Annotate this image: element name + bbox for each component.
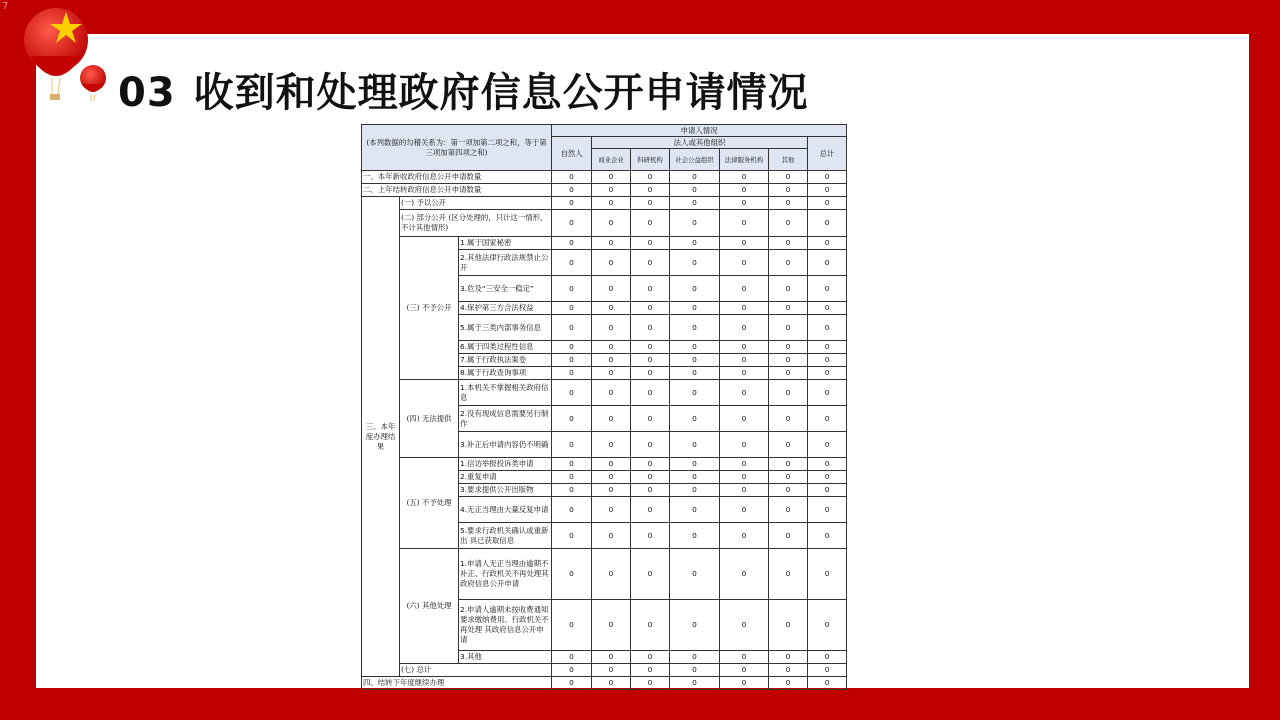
value-cell: 0	[720, 497, 769, 523]
value-cell: 0	[631, 471, 670, 484]
value-cell: 0	[720, 237, 769, 250]
item-label: 2.其他法律行政法规禁止公开	[459, 250, 552, 276]
value-cell: 0	[670, 677, 720, 690]
value-cell: 0	[720, 406, 769, 432]
value-cell: 0	[631, 315, 670, 341]
value-cell: 0	[631, 549, 670, 600]
value-cell: 0	[670, 549, 720, 600]
value-cell: 0	[552, 197, 592, 210]
value-cell: 0	[552, 664, 592, 677]
item-label: 1.信访举报投诉类申请	[459, 458, 552, 471]
value-cell: 0	[769, 341, 808, 354]
value-cell: 0	[769, 600, 808, 651]
item-label: 5.要求行政机关确认或重新出 具已获取信息	[459, 523, 552, 549]
value-cell: 0	[769, 549, 808, 600]
value-cell: 0	[808, 367, 847, 380]
table-row	[362, 197, 847, 210]
value-cell: 0	[631, 677, 670, 690]
value-cell: 0	[769, 523, 808, 549]
value-cell: 0	[631, 354, 670, 367]
value-cell: 0	[552, 484, 592, 497]
item-label: 4.保护第三方合法权益	[459, 302, 552, 315]
item-label: 5.属于三类内部事务信息	[459, 315, 552, 341]
value-cell: 0	[670, 197, 720, 210]
value-cell: 0	[670, 484, 720, 497]
value-cell: 0	[631, 458, 670, 471]
value-cell: 0	[670, 341, 720, 354]
value-cell: 0	[769, 184, 808, 197]
item-label: 7.属于行政执法案卷	[459, 354, 552, 367]
value-cell: 0	[808, 484, 847, 497]
value-cell: 0	[670, 237, 720, 250]
table-row	[362, 125, 847, 137]
value-cell: 0	[631, 600, 670, 651]
value-cell: 0	[720, 380, 769, 406]
value-cell: 0	[720, 302, 769, 315]
value-cell: 0	[808, 677, 847, 690]
table-row	[362, 237, 847, 250]
value-cell: 0	[769, 406, 808, 432]
value-cell: 0	[720, 600, 769, 651]
sub-col-header: 社会公益组织	[670, 149, 720, 171]
value-cell: 0	[769, 664, 808, 677]
section-three-label: 三、本年度办理结果	[362, 197, 400, 677]
value-cell: 0	[552, 471, 592, 484]
value-cell: 0	[808, 651, 847, 664]
value-cell: 0	[808, 250, 847, 276]
value-cell: 0	[670, 471, 720, 484]
value-cell: 0	[552, 523, 592, 549]
value-cell: 0	[720, 523, 769, 549]
value-cell: 0	[631, 250, 670, 276]
value-cell: 0	[808, 523, 847, 549]
value-cell: 0	[720, 458, 769, 471]
value-cell: 0	[808, 171, 847, 184]
value-cell: 0	[592, 171, 631, 184]
value-cell: 0	[631, 341, 670, 354]
value-cell: 0	[631, 432, 670, 458]
row-label: 四、结转下年度继续办理	[362, 677, 552, 690]
value-cell: 0	[592, 210, 631, 237]
value-cell: 0	[631, 276, 670, 302]
value-cell: 0	[670, 406, 720, 432]
table-row	[362, 184, 847, 197]
value-cell: 0	[552, 276, 592, 302]
value-cell: 0	[631, 664, 670, 677]
value-cell: 0	[552, 250, 592, 276]
value-cell: 0	[769, 237, 808, 250]
value-cell: 0	[670, 250, 720, 276]
value-cell: 0	[552, 380, 592, 406]
value-cell: 0	[769, 651, 808, 664]
value-cell: 0	[631, 497, 670, 523]
value-cell: 0	[769, 677, 808, 690]
value-cell: 0	[720, 315, 769, 341]
sub-col-header: 法律服务机构	[720, 149, 769, 171]
value-cell: 0	[631, 210, 670, 237]
value-cell: 0	[592, 484, 631, 497]
row-label: (七) 总计	[400, 664, 552, 677]
value-cell: 0	[769, 380, 808, 406]
value-cell: 0	[631, 380, 670, 406]
value-cell: 0	[720, 184, 769, 197]
value-cell: 0	[720, 471, 769, 484]
item-label: 2.申请人逾期未按收费通知要求缴纳费用、行政机关不再处理 其政府信息公开申请	[459, 600, 552, 651]
value-cell: 0	[631, 651, 670, 664]
value-cell: 0	[808, 471, 847, 484]
value-cell: 0	[720, 367, 769, 380]
value-cell: 0	[670, 171, 720, 184]
item-label: 3.补正后申请内容仍不明确	[459, 432, 552, 458]
value-cell: 0	[631, 523, 670, 549]
value-cell: 0	[808, 210, 847, 237]
sub-col-header: 商业企业	[592, 149, 631, 171]
value-cell: 0	[808, 315, 847, 341]
value-cell: 0	[720, 651, 769, 664]
value-cell: 0	[552, 549, 592, 600]
table-row	[362, 171, 847, 184]
value-cell: 0	[592, 315, 631, 341]
value-cell: 0	[592, 250, 631, 276]
natural-person-header: 自然人	[552, 137, 592, 171]
value-cell: 0	[552, 341, 592, 354]
table-row	[362, 677, 847, 690]
value-cell: 0	[592, 302, 631, 315]
value-cell: 0	[808, 237, 847, 250]
value-cell: 0	[592, 497, 631, 523]
disclosure-table	[361, 124, 847, 690]
value-cell: 0	[720, 171, 769, 184]
value-cell: 0	[552, 171, 592, 184]
sub-col-header: 其他	[769, 149, 808, 171]
item-label: 8.属于行政查询事项	[459, 367, 552, 380]
value-cell: 0	[552, 315, 592, 341]
value-cell: 0	[631, 171, 670, 184]
value-cell: 0	[808, 458, 847, 471]
item-label: 4.无正当理由大量反复申请	[459, 497, 552, 523]
value-cell: 0	[720, 432, 769, 458]
value-cell: 0	[769, 432, 808, 458]
value-cell: 0	[552, 184, 592, 197]
value-cell: 0	[592, 432, 631, 458]
item-label: 3.要求提供公开出版物	[459, 484, 552, 497]
value-cell: 0	[720, 197, 769, 210]
value-cell: 0	[769, 497, 808, 523]
value-cell: 0	[670, 523, 720, 549]
value-cell: 0	[631, 184, 670, 197]
item-label: 2.没有现成信息需要另行制作	[459, 406, 552, 432]
title-text: 收到和处理政府信息公开申请情况	[193, 70, 809, 116]
value-cell: 0	[670, 432, 720, 458]
group-label: (六) 其他处理	[400, 549, 459, 664]
value-cell: 0	[592, 237, 631, 250]
value-cell: 0	[720, 677, 769, 690]
row-label: (二) 部分公开 (区分处理的，只计这一情形，不计其他情形)	[400, 210, 552, 237]
item-label: 1.属于国家秘密	[459, 237, 552, 250]
value-cell: 0	[552, 237, 592, 250]
legal-group-header: 法人或其他组织	[592, 137, 808, 149]
value-cell: 0	[769, 276, 808, 302]
value-cell: 0	[670, 276, 720, 302]
row-label: 一、本年新收政府信息公开申请数量	[362, 171, 552, 184]
value-cell: 0	[552, 677, 592, 690]
value-cell: 0	[808, 664, 847, 677]
value-cell: 0	[631, 484, 670, 497]
value-cell: 0	[592, 367, 631, 380]
value-cell: 0	[631, 237, 670, 250]
group-label: (三) 不予公开	[400, 237, 459, 380]
value-cell: 0	[552, 458, 592, 471]
total-header: 总计	[808, 137, 847, 171]
value-cell: 0	[808, 600, 847, 651]
value-cell: 0	[769, 250, 808, 276]
value-cell: 0	[769, 315, 808, 341]
value-cell: 0	[552, 406, 592, 432]
value-cell: 0	[769, 367, 808, 380]
value-cell: 0	[670, 497, 720, 523]
sub-col-header: 科研机构	[631, 149, 670, 171]
value-cell: 0	[592, 406, 631, 432]
value-cell: 0	[670, 367, 720, 380]
page-title	[118, 68, 809, 118]
value-cell: 0	[769, 458, 808, 471]
table-row	[362, 380, 847, 406]
row-label: 二、上年结转政府信息公开申请数量	[362, 184, 552, 197]
value-cell: 0	[592, 184, 631, 197]
value-cell: 0	[670, 458, 720, 471]
value-cell: 0	[592, 341, 631, 354]
value-cell: 0	[769, 197, 808, 210]
applicant-header: 申请人情况	[552, 125, 847, 137]
value-cell: 0	[808, 197, 847, 210]
value-cell: 0	[808, 302, 847, 315]
value-cell: 0	[631, 367, 670, 380]
value-cell: 0	[720, 276, 769, 302]
item-label: 1.申请人无正当理由逾期不补正、行政机关不再处理其政府信息公开申请	[459, 549, 552, 600]
table-row	[362, 210, 847, 237]
item-label: 3.危及“三安全一稳定”	[459, 276, 552, 302]
value-cell: 0	[552, 302, 592, 315]
row-label: (一) 予以公开	[400, 197, 552, 210]
value-cell: 0	[631, 197, 670, 210]
value-cell: 0	[592, 354, 631, 367]
value-cell: 0	[808, 380, 847, 406]
value-cell: 0	[670, 210, 720, 237]
value-cell: 0	[808, 406, 847, 432]
value-cell: 0	[670, 380, 720, 406]
value-cell: 0	[670, 664, 720, 677]
value-cell: 0	[808, 184, 847, 197]
value-cell: 0	[720, 341, 769, 354]
value-cell: 0	[720, 664, 769, 677]
value-cell: 0	[720, 354, 769, 367]
value-cell: 0	[592, 651, 631, 664]
value-cell: 0	[769, 471, 808, 484]
value-cell: 0	[769, 171, 808, 184]
value-cell: 0	[592, 380, 631, 406]
slide-number: 7	[2, 1, 9, 12]
value-cell: 0	[552, 651, 592, 664]
value-cell: 0	[720, 484, 769, 497]
item-label: 6.属于四类过程性信息	[459, 341, 552, 354]
table-row	[362, 549, 847, 600]
value-cell: 0	[720, 210, 769, 237]
value-cell: 0	[552, 367, 592, 380]
value-cell: 0	[808, 354, 847, 367]
value-cell: 0	[592, 197, 631, 210]
note-header: (本列数据的勾稽关系为：第一项加第二项之和，等于第三项加第四项之和)	[362, 125, 552, 171]
value-cell: 0	[592, 471, 631, 484]
value-cell: 0	[552, 497, 592, 523]
table-row	[362, 458, 847, 471]
value-cell: 0	[552, 432, 592, 458]
value-cell: 0	[808, 341, 847, 354]
item-label: 2.重复申请	[459, 471, 552, 484]
value-cell: 0	[552, 210, 592, 237]
value-cell: 0	[720, 549, 769, 600]
value-cell: 0	[631, 302, 670, 315]
value-cell: 0	[592, 600, 631, 651]
value-cell: 0	[769, 484, 808, 497]
value-cell: 0	[592, 677, 631, 690]
value-cell: 0	[769, 302, 808, 315]
item-label: 1.本机关不掌握相关政府信息	[459, 380, 552, 406]
value-cell: 0	[592, 549, 631, 600]
value-cell: 0	[670, 354, 720, 367]
group-label: (五) 不予处理	[400, 458, 459, 549]
value-cell: 0	[769, 210, 808, 237]
value-cell: 0	[592, 458, 631, 471]
value-cell: 0	[592, 664, 631, 677]
title-number: 03	[118, 70, 176, 116]
value-cell: 0	[552, 354, 592, 367]
value-cell: 0	[670, 600, 720, 651]
value-cell: 0	[670, 184, 720, 197]
balloon-icon	[78, 64, 108, 104]
value-cell: 0	[670, 315, 720, 341]
table-row	[362, 664, 847, 677]
value-cell: 0	[720, 250, 769, 276]
value-cell: 0	[631, 406, 670, 432]
group-label: (四) 无法提供	[400, 380, 459, 458]
value-cell: 0	[808, 432, 847, 458]
value-cell: 0	[808, 497, 847, 523]
item-label: 3.其他	[459, 651, 552, 664]
value-cell: 0	[592, 276, 631, 302]
value-cell: 0	[670, 651, 720, 664]
value-cell: 0	[592, 523, 631, 549]
value-cell: 0	[769, 354, 808, 367]
value-cell: 0	[808, 549, 847, 600]
value-cell: 0	[808, 276, 847, 302]
value-cell: 0	[552, 600, 592, 651]
value-cell: 0	[670, 302, 720, 315]
